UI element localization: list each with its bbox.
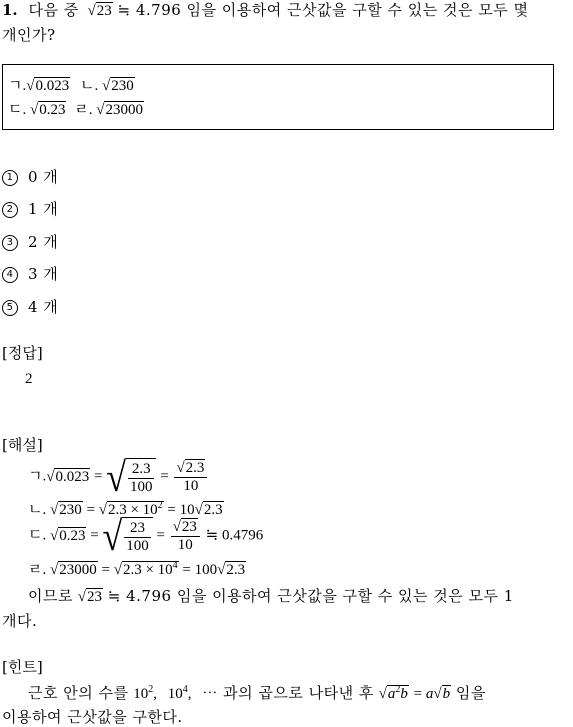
box-label-a: ㄱ. xyxy=(8,78,27,94)
hint-line-2: 이용하여 근삿값을 구한다. xyxy=(2,708,183,726)
question-number: 1. xyxy=(2,1,18,19)
option-2[interactable]: 2 1 개 xyxy=(2,202,58,218)
question-line-1 xyxy=(2,3,529,19)
question-line-2: 개인가? xyxy=(2,26,56,44)
explanation-line-2: ㄴ. $√230 = √2.3 \times 10^2 = 10√2.3$ xyxy=(28,500,223,518)
explanation-line-3: ㄷ. √0.23 = √ $\frac{23}{100}$ = $\frac{√23}{10}$ ≒ 0.4796 xyxy=(28,513,264,560)
box-label-c: ㄷ. xyxy=(8,102,27,118)
option-marker: 1 xyxy=(2,170,18,186)
box-label-b: ㄴ. xyxy=(79,78,99,94)
box-row-2: ㄷ. √0.23 ㄹ. √23000 xyxy=(8,102,143,118)
option-marker: 2 xyxy=(2,202,18,218)
hint-line-1: 근호 안의 수를 $10^2$, $10^4$, ⋯ 과의 곱으로 나타낸 후 $√a^2b = a√b$ 임을 xyxy=(28,684,486,702)
explanation-line-4: ㄹ. $√23000 = √2.3 \times 10^4 = 100√2.3$ xyxy=(28,560,246,578)
answer-header: [정답] xyxy=(2,344,43,362)
question-text-rest: ≒ 4.796 임을 이용하여 근삿값을 구할 수 있는 것은 모두 몇 xyxy=(117,1,529,19)
box-label-d: ㄹ. xyxy=(74,102,93,118)
option-marker: 5 xyxy=(2,300,18,316)
question-text-prefix: 다음 중 xyxy=(28,1,79,19)
option-4[interactable]: 4 3 개 xyxy=(2,267,58,283)
option-marker: 3 xyxy=(2,235,18,251)
option-3[interactable]: 3 2 개 xyxy=(2,235,58,251)
explanation-line-1: ㄱ.√0.023 = √ $\frac{2.3}{100}$ = $\frac{√2.3}{10}$ xyxy=(28,458,209,497)
question-sqrt: √23 xyxy=(87,3,112,19)
answer-value: 2 xyxy=(25,371,33,387)
option-1[interactable]: 1 0 개 xyxy=(2,170,58,186)
box-row-1: ㄱ.√0.023 ㄴ. √230 xyxy=(8,78,134,94)
explanation-conclusion: 이므로 √23 ≒ 4.796 임을 이용하여 근삿값을 구할 수 있는 것은 모두 1 xyxy=(28,587,514,605)
choices-box xyxy=(2,64,554,130)
explanation-header: [해설] xyxy=(2,436,43,454)
hint-header: [힌트] xyxy=(2,658,43,676)
option-marker: 4 xyxy=(2,267,18,283)
explanation-conclusion-line-2: 개다. xyxy=(2,612,38,630)
option-5[interactable]: 5 4 개 xyxy=(2,300,58,316)
